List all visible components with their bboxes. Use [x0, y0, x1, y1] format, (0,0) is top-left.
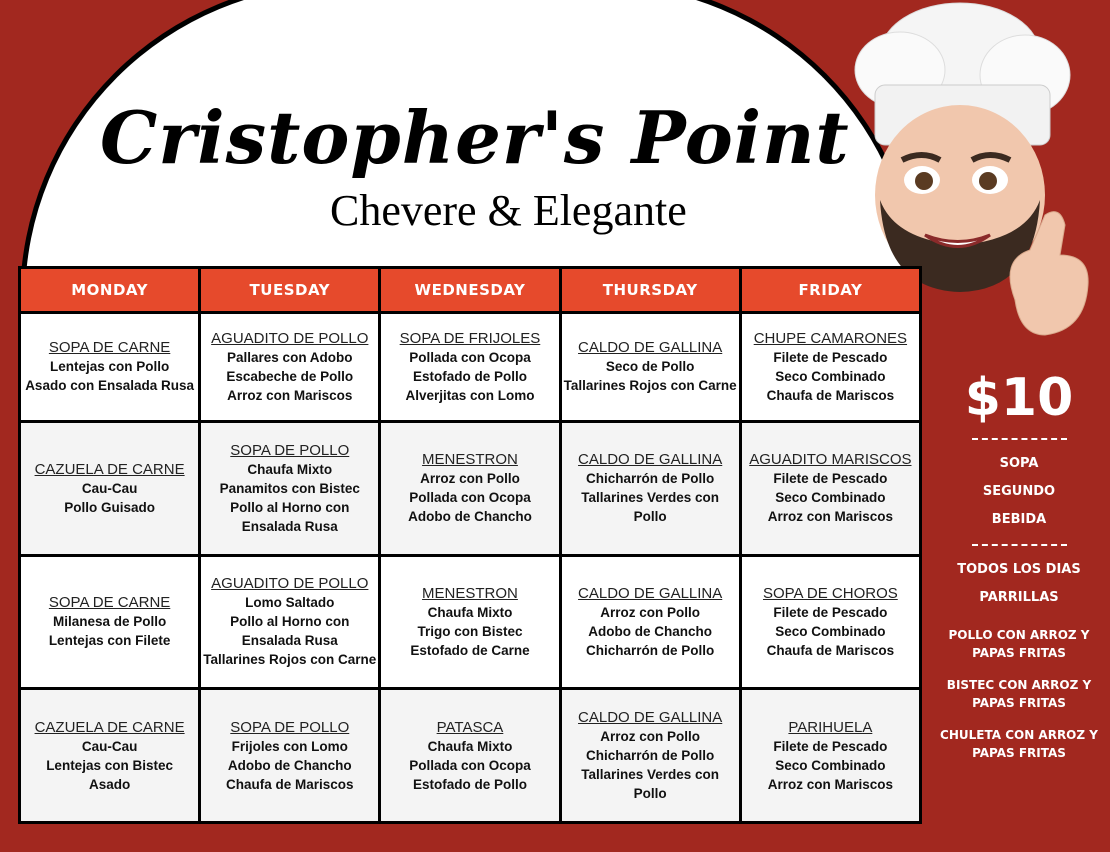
price-label: $10: [964, 368, 1074, 428]
soup-name: CAZUELA DE CARNE: [34, 718, 185, 736]
menu-cell: [200, 421, 380, 555]
dish-name: Chicharrón de Pollo: [586, 748, 715, 764]
dish-name: Arroz con Pollo: [420, 471, 520, 487]
dish-name: Seco Combinado: [775, 490, 886, 506]
dish-name: Estofado de Carne: [410, 642, 530, 658]
menu-cell: [560, 313, 740, 422]
dish-name: Chaufa Mixto: [247, 461, 333, 477]
soup-name: SOPA DE CHOROS: [762, 584, 898, 602]
dish-name: Adobo de Chancho: [227, 757, 352, 773]
restaurant-name: Cristopher's Point: [100, 95, 850, 180]
menu-cell: [740, 313, 920, 422]
soup-name: CALDO DE GALLINA: [578, 451, 723, 469]
soup-name: CALDO DE GALLINA: [578, 584, 723, 602]
includes-item: BEBIDA: [991, 512, 1047, 527]
soup-name: PARIHUELA: [788, 718, 873, 736]
soup-name: MENESTRON: [422, 584, 518, 602]
dish-name: Seco Combinado: [775, 623, 886, 639]
day-header-friday: FRIDAY: [740, 268, 920, 313]
menu-cell: [200, 313, 380, 422]
combo-item: POLLO CON ARROZ Y PAPAS FRITAS: [948, 628, 1090, 660]
dish-name: Estofado de Pollo: [412, 776, 527, 792]
day-header-monday: MONDAY: [20, 268, 200, 313]
dish-name: Lentejas con Pollo: [49, 359, 170, 375]
dish-name: Panamitos con Bistec: [219, 480, 360, 496]
dish-name: Adobo de Chancho: [408, 509, 532, 525]
soup-name: SOPA DE FRIJOLES: [399, 329, 541, 347]
dish-name: Filete de Pescado: [773, 604, 888, 620]
soup-name: AGUADITO MARISCOS: [749, 451, 912, 469]
dish-name: Lentejas con Bistec: [46, 757, 173, 773]
dish-name: Lentejas con Filete: [48, 633, 171, 649]
soup-name: SOPA DE CARNE: [48, 594, 171, 612]
pricing-sidebar: [928, 360, 1110, 762]
soup-name: SOPA DE POLLO: [230, 718, 350, 736]
menu-cell: [20, 555, 200, 689]
dish-name: Milanesa de Pollo: [52, 614, 167, 630]
dish-name: Filete de Pescado: [773, 471, 888, 487]
menu-cell: [380, 555, 560, 689]
dish-name: Asado: [88, 776, 131, 792]
dish-name: Pallares con Adobo: [227, 349, 353, 365]
menu-cell: [20, 421, 200, 555]
dish-name: Estofado de Pollo: [412, 368, 527, 384]
dish-name: Seco Combinado: [775, 368, 886, 384]
menu-cell: [200, 689, 380, 823]
dish-name: Arroz con Mariscos: [767, 509, 894, 525]
dish-name: Filete de Pescado: [773, 738, 888, 754]
dish-name: Cau-Cau: [81, 738, 138, 754]
menu-cell: [740, 689, 920, 823]
soup-name: AGUADITO DE POLLO: [211, 575, 369, 593]
day-header-wednesday: WEDNESDAY: [380, 268, 560, 313]
soup-name: AGUADITO DE POLLO: [211, 329, 369, 347]
dish-name: Adobo de Chancho: [588, 623, 713, 639]
daily-title: TODOS LOS DIAS: [957, 562, 1081, 577]
dish-name: Chicharrón de Pollo: [586, 471, 715, 487]
dish-name: Pollada con Ocopa: [409, 349, 531, 365]
soup-name: SOPA DE CARNE: [48, 339, 171, 357]
menu-table: [18, 266, 922, 824]
dish-name: Lomo Saltado: [245, 595, 335, 611]
dish-name: Chaufa Mixto: [427, 738, 513, 754]
dish-name: Alverjitas con Lomo: [405, 387, 535, 403]
menu-cell: [20, 313, 200, 422]
dish-name: Cau-Cau: [81, 480, 138, 496]
soup-name: CALDO DE GALLINA: [578, 339, 723, 357]
week-row-4: [20, 689, 921, 823]
soup-name: SOPA DE POLLO: [230, 441, 350, 459]
menu-cell: [560, 421, 740, 555]
soup-name: CAZUELA DE CARNE: [34, 460, 185, 478]
soup-name: PATASCA: [436, 718, 504, 736]
weekly-menu-grid: [18, 266, 922, 824]
menu-cell: [20, 689, 200, 823]
dashed-divider: [972, 438, 1067, 440]
dish-name: Chaufa de Mariscos: [226, 776, 354, 792]
dish-name: Trigo con Bistec: [417, 623, 523, 639]
dish-name: Chicharrón de Pollo: [586, 642, 715, 658]
week-row-3: [20, 555, 921, 689]
dish-name: Chaufa de Mariscos: [766, 642, 895, 658]
menu-cell: [380, 313, 560, 422]
dish-name: Tallarines Verdes con Pollo: [581, 767, 720, 802]
dish-name: Arroz con Pollo: [600, 604, 701, 620]
dish-name: Seco Combinado: [775, 757, 886, 773]
menu-cell: [380, 421, 560, 555]
combo-item: BISTEC CON ARROZ Y PAPAS FRITAS: [946, 678, 1092, 710]
dashed-divider: [972, 544, 1067, 546]
week-row-1: [20, 313, 921, 422]
dish-name: Seco de Pollo: [605, 359, 695, 375]
dish-name: Escabeche de Pollo: [226, 368, 354, 384]
dish-name: Chaufa de Mariscos: [766, 387, 895, 403]
menu-cell: [200, 555, 380, 689]
dish-name: Pollo al Horno con Ensalada Rusa: [230, 499, 350, 534]
dish-name: Pollo al Horno con Ensalada Rusa: [230, 614, 350, 649]
menu-cell: [380, 689, 560, 823]
combo-item: CHULETA CON ARROZ Y PAPAS FRITAS: [940, 728, 1098, 760]
dish-name: Frijoles con Lomo: [231, 738, 348, 754]
dish-name: Filete de Pescado: [773, 349, 888, 365]
dish-name: Arroz con Pollo: [600, 729, 701, 745]
dish-name: Arroz con Mariscos: [767, 776, 894, 792]
includes-item: SEGUNDO: [982, 484, 1056, 499]
dish-name: Arroz con Mariscos: [227, 387, 353, 403]
day-header-row: [20, 268, 921, 313]
menu-cell: [740, 421, 920, 555]
soup-name: MENESTRON: [422, 451, 518, 469]
restaurant-tagline: Chevere & Elegante: [330, 186, 687, 235]
dish-name: Tallarines Verdes con Pollo: [581, 490, 720, 525]
dish-name: Pollo Guisado: [64, 499, 155, 515]
includes-item: SOPA: [999, 456, 1039, 471]
dish-name: Tallarines Rojos con Carne: [203, 652, 377, 668]
soup-name: CHUPE CAMARONES: [753, 329, 908, 347]
week-row-2: [20, 421, 921, 555]
dish-name: Pollada con Ocopa: [409, 490, 531, 506]
dish-name: Tallarines Rojos con Carne: [563, 378, 737, 394]
dish-name: Asado con Ensalada Rusa: [25, 378, 194, 394]
day-header-tuesday: TUESDAY: [200, 268, 380, 313]
menu-cell: [560, 689, 740, 823]
grill-title: PARRILLAS: [979, 590, 1059, 605]
dish-name: Chaufa Mixto: [427, 604, 513, 620]
menu-cell: [740, 555, 920, 689]
day-header-thursday: THURSDAY: [560, 268, 740, 313]
soup-name: CALDO DE GALLINA: [578, 709, 723, 727]
menu-cell: [560, 555, 740, 689]
dish-name: Pollada con Ocopa: [409, 757, 531, 773]
